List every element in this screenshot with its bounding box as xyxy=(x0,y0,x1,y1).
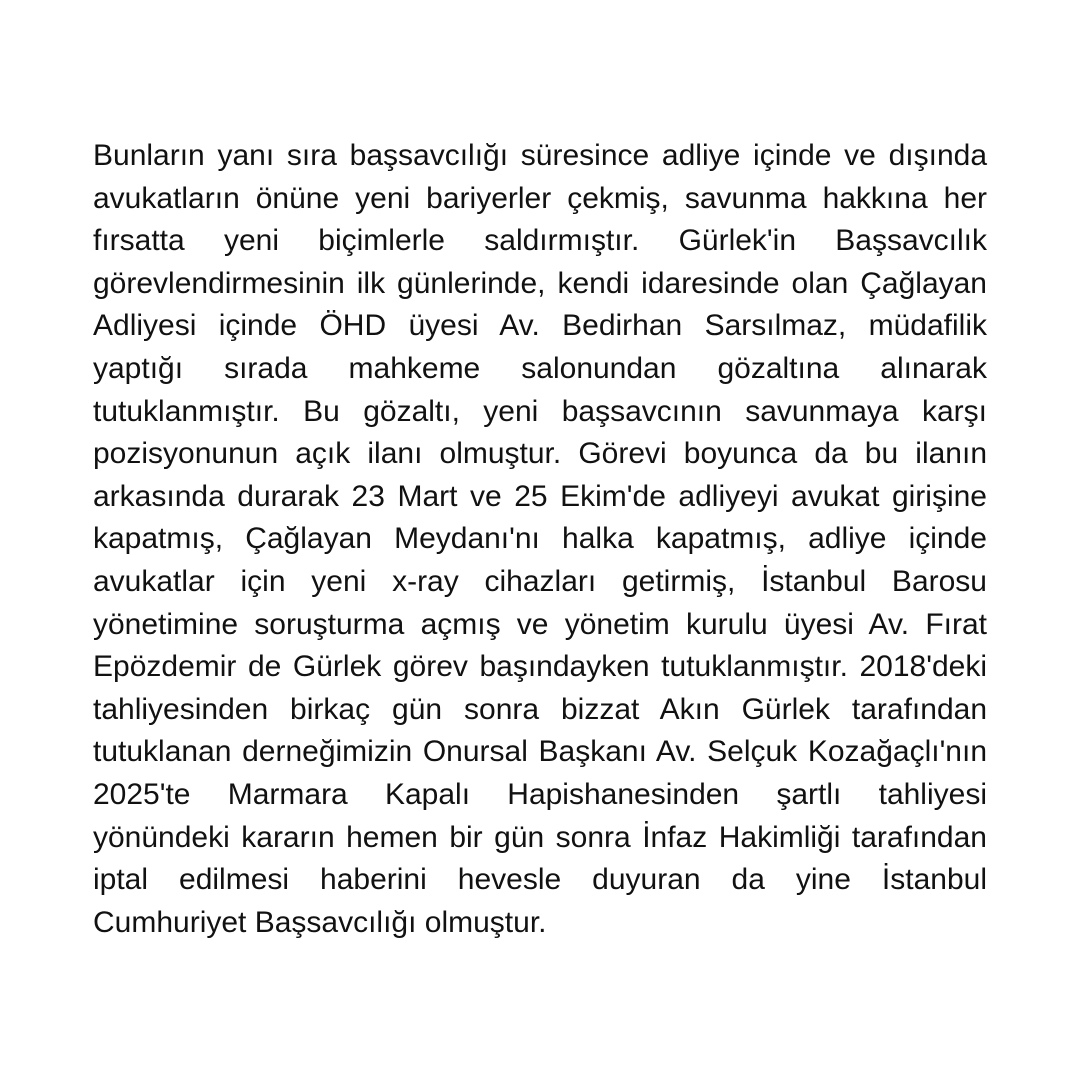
article-paragraph: Bunların yanı sıra başsavcılığı süresince adliye içinde ve dışında avukatların önüne yeni bariyerler çekmiş, savunma hakkına her fırsatta yeni biçimlerle saldırmıştır. Gürlek'in Başsavcılık görevlendirmesinin ilk günlerinde, kendi idaresinde olan Çağlayan Adliyesi içinde ÖHD üyesi Av. Bedirhan Sarsılmaz, müdafilik yaptığı sırada mahkeme salonundan gözaltına alınarak tutuklanmıştır. Bu gözaltı, yeni başsavcının savunmaya karşı pozisyonunun açık ilanı olmuştur. Görevi boyunca da bu ilanın arkasında durarak 23 Mart ve 25 Ekim'de adliyeyi avukat girişine kapatmış, Çağlayan Meydanı'nı halka kapatmış, adliye içinde avukatlar için yeni x-ray cihazları getirmiş, İstanbul Barosu yönetimine soruşturma açmış ve yönetim kurulu üyesi Av. Fırat Epözdemir de Gürlek görev başındayken tutuklanmıştır. 2018'deki tahliyesinden birkaç gün sonra bizzat Akın Gürlek tarafından tutuklanan derneğimizin Onursal Başkanı Av. Selçuk Kozağaçlı'nın 2025'te Marmara Kapalı Hapishanesinden şartlı tahliyesi yönündeki kararın hemen bir gün sonra İnfaz Hakimliği tarafından iptal edilmesi haberini hevesle duyuran da yine İstanbul Cumhuriyet Başsavcılığı olmuştur. xyxy=(93,139,987,939)
